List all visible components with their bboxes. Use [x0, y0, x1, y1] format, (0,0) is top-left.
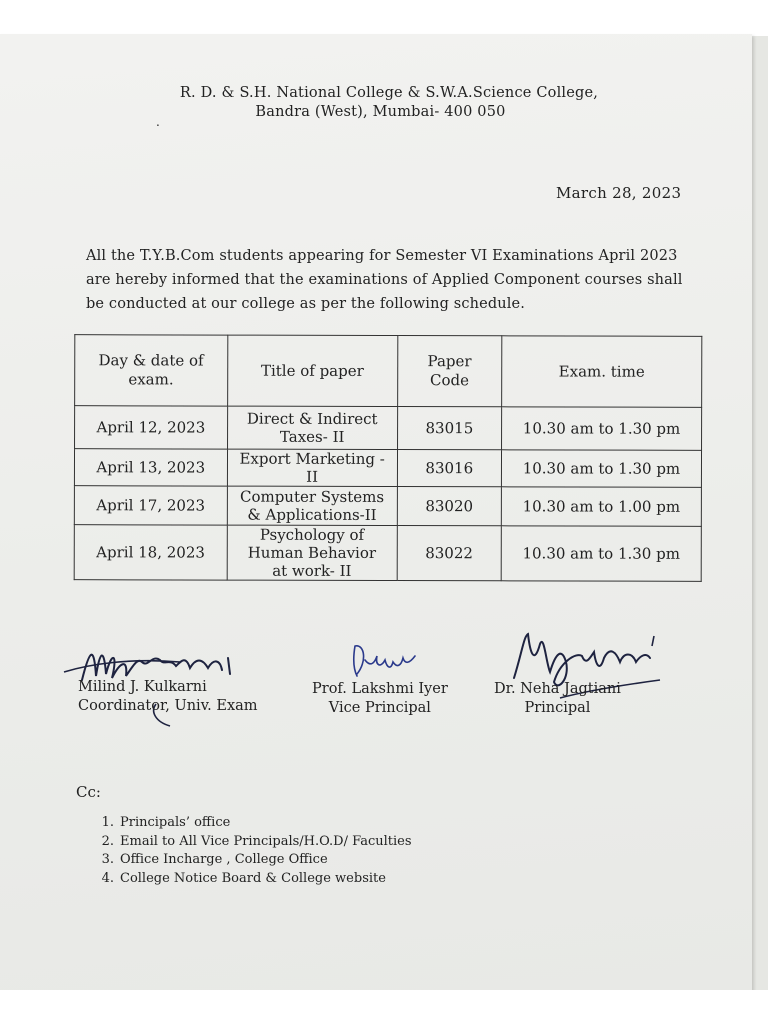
stray-mark: .	[156, 115, 160, 129]
notice-body	[86, 244, 690, 316]
signatory-coordinator	[78, 678, 258, 716]
table-header-row	[75, 335, 702, 408]
list-number: 4.	[101, 870, 114, 886]
cc-list	[96, 814, 412, 888]
cell-time: 10.30 am to 1.00 pm	[501, 487, 701, 527]
cell-code: 83022	[397, 526, 501, 581]
list-text: Principals’ office	[120, 815, 231, 830]
college-name: R. D. & S.H. National College & S.W.A.Science College,	[179, 85, 599, 101]
cell-title	[227, 449, 397, 486]
cell-title	[227, 406, 397, 449]
header-text: Code	[429, 371, 470, 390]
cell-time: 10.30 am to 1.30 pm	[501, 450, 701, 488]
header-text: exam.	[128, 370, 174, 389]
notice-body-line: All the T.Y.B.Com students appearing for Semester VI Examinations April 2023	[86, 248, 678, 264]
cc-heading: Cc:	[76, 783, 101, 801]
signatory-role: Coordinator, Univ. Exam	[78, 698, 258, 714]
signatory-name: Prof. Lakshmi Iyer	[312, 681, 448, 697]
cell-date: April 13, 2023	[74, 449, 227, 486]
cell-time: 10.30 am to 1.30 pm	[501, 526, 701, 582]
title-line: Psychology of	[259, 525, 365, 544]
title-line: & Applications-II	[247, 505, 377, 524]
notice-body-line: are hereby informed that the examinations of Applied Component courses shall	[86, 272, 683, 288]
photo-top-margin	[0, 0, 768, 36]
signatory-name: Dr. Neha Jagtiani	[494, 681, 621, 697]
header-time: Exam. time	[502, 336, 702, 408]
header-day-date	[75, 335, 228, 406]
signatory-role: Principal	[524, 700, 591, 716]
cell-code: 83020	[397, 487, 501, 526]
signatory-role: Vice Principal	[328, 700, 431, 716]
signatory-name: Milind J. Kulkarni	[78, 679, 207, 695]
table-row	[74, 486, 701, 527]
exam-schedule-table	[74, 334, 703, 582]
table-row	[74, 449, 701, 488]
list-item	[101, 833, 412, 852]
header-text: Day & date of	[98, 351, 204, 370]
cell-date: April 17, 2023	[74, 486, 227, 525]
cell-title	[227, 486, 397, 525]
cell-date: April 18, 2023	[74, 525, 227, 580]
cell-code: 83015	[397, 407, 501, 450]
title-line: at work- II	[272, 561, 352, 580]
list-number: 3.	[101, 852, 114, 867]
cell-code: 83016	[397, 450, 501, 487]
notice-body-line: be conducted at our college as per the following schedule.	[86, 296, 526, 312]
college-address: Bandra (West), Mumbai- 400 050	[255, 104, 506, 120]
signatory-vice-principal	[312, 680, 448, 718]
notice-date: March 28, 2023	[556, 184, 682, 202]
title-line: Export Marketing -	[239, 449, 385, 468]
title-line: Direct & Indirect	[246, 409, 378, 428]
header-code	[397, 336, 501, 407]
list-text: Email to All Vice Principals/H.O.D/ Faculties	[120, 833, 412, 849]
list-text: Office Incharge , College Office	[120, 852, 328, 867]
list-item	[101, 851, 412, 870]
title-line: Taxes- II	[279, 427, 345, 446]
title-line: Computer Systems	[239, 487, 385, 506]
college-header	[0, 84, 768, 122]
list-text: College Notice Board & College website	[120, 870, 386, 886]
title-line: Human Behavior	[247, 543, 377, 562]
list-item	[101, 814, 412, 833]
cell-time: 10.30 am to 1.30 pm	[501, 407, 701, 451]
signature-iyer	[345, 638, 425, 682]
cell-date: April 12, 2023	[75, 406, 228, 449]
header-title: Title of paper	[227, 335, 397, 406]
cell-title	[227, 525, 397, 580]
list-number: 1.	[101, 815, 114, 830]
list-item	[101, 870, 412, 889]
header-text: Paper	[427, 352, 472, 371]
table-row	[74, 525, 701, 582]
signatory-principal	[494, 680, 621, 718]
table-row	[75, 406, 702, 451]
photo-bottom-margin	[0, 990, 768, 1024]
title-line: II	[306, 467, 319, 486]
list-number: 2.	[101, 833, 114, 849]
